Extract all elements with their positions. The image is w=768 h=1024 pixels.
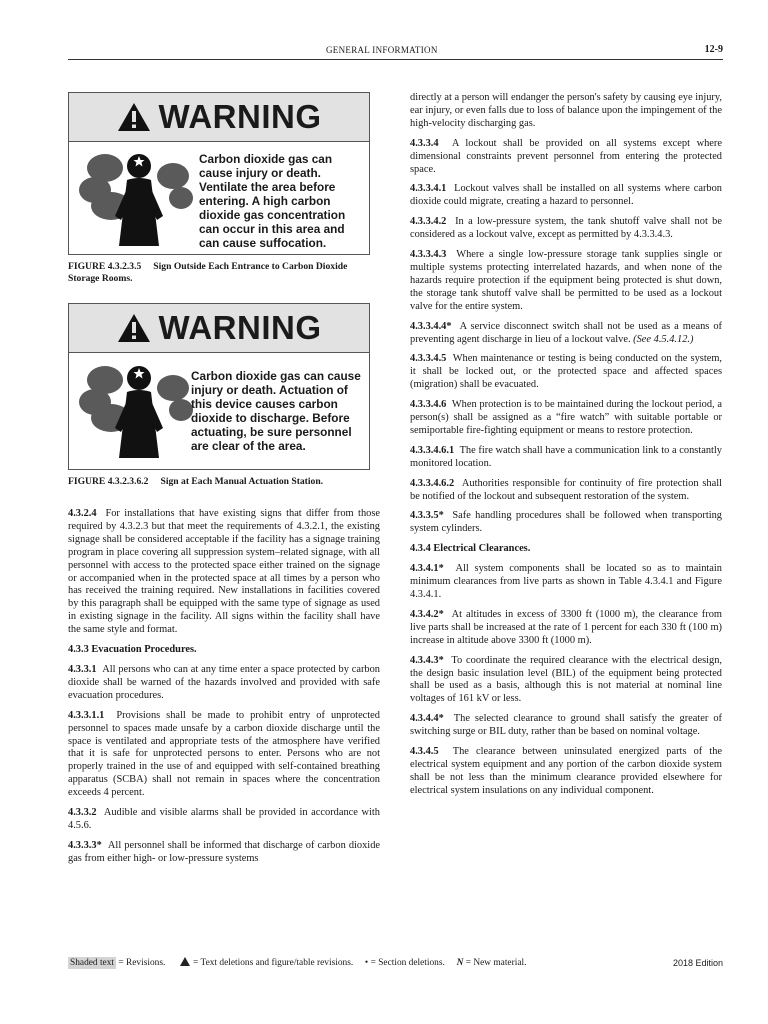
paragraph-text: All system components shall be located so as to maintain minimum clearances from live parts as shown in Table 4.3.4.1 and Figure 4.3.4.1.: [410, 563, 722, 600]
paragraph-text: Safe handling procedures shall be followed when transporting system cylinders.: [410, 510, 722, 535]
paragraph: [410, 353, 722, 392]
paragraph: [68, 664, 380, 703]
deletion-legend-text: = Text deletions and figure/table revisions.: [193, 958, 354, 968]
paragraph-text: A service disconnect switch shall not be used as a means of preventing agent discharge in lieu of a lockout valve.: [410, 320, 722, 345]
figure-caption: [68, 261, 380, 285]
paragraph-number: 4.3.4.1*: [410, 563, 444, 575]
warning-title: WARNING: [158, 308, 322, 346]
cross-reference: (See 4.5.4.12.): [633, 333, 694, 345]
warning-sign-storage-room: [68, 92, 370, 255]
figure-caption-text: Sign at Each Manual Actuation Station.: [160, 476, 324, 487]
paragraph: [410, 321, 722, 347]
paragraph: [410, 216, 722, 242]
paragraph-number: 4.3.3.5*: [410, 510, 444, 522]
paragraph: [410, 399, 722, 438]
header-title: GENERAL INFORMATION: [326, 45, 438, 55]
sign-body: [69, 142, 369, 254]
paragraph-number: 4.3.3.4.6.2: [410, 477, 455, 489]
paragraph: [410, 445, 722, 471]
paragraph-text: At altitudes in excess of 3300 ft (1000 m), the clearance from live parts shall be increased at the rate of 1 percent for each 330 ft (100 m) increase in altitude above 3300 ft (1000 m).: [410, 608, 722, 646]
paragraph-number: 4.3.3.4.6.1: [410, 444, 455, 456]
gas-hazard-person-icon: [77, 146, 195, 252]
paragraph: [410, 183, 722, 209]
paragraph: [410, 138, 722, 177]
new-material-legend-text: = New material.: [465, 958, 527, 968]
left-paragraphs: [68, 508, 380, 866]
revision-shaded-sample: Shaded text: [70, 958, 115, 968]
revision-legend-text: = Revisions.: [118, 958, 166, 968]
paragraph-number: 4.3.3.2: [68, 807, 97, 819]
paragraph-number: 4.3.3.1: [68, 663, 97, 675]
warning-sign-manual-actuation: [68, 303, 370, 470]
paragraph: [68, 807, 380, 833]
paragraph-text: To coordinate the required clearance with the electrical design, the design basic insulation level (BIL) of the equipment being protected shall be used as a basis, although this is not material at nominal line voltages of 161 kV or less.: [410, 654, 723, 705]
sign-header: [69, 304, 369, 353]
paragraph-number: 4.3.3.4.3: [410, 249, 447, 261]
page-footer: [68, 957, 723, 968]
paragraph: [68, 508, 380, 637]
warning-title: WARNING: [158, 97, 322, 135]
paragraph-number: 4.3.3.1.1: [68, 709, 105, 721]
paragraph-number: 4.3.3.4: [410, 137, 439, 149]
sign-message: Carbon dioxide gas can cause injury or death. Actuation of this device causes carbon dioxide to discharge. Before actuating, be sure personnel are clear of the area.: [191, 369, 361, 453]
left-column: [68, 92, 380, 873]
section-heading: 4.3.4 Electrical Clearances.: [410, 543, 531, 555]
sign-header: [69, 93, 369, 142]
paragraph-text: The fire watch shall have a communication link to a constantly monitored location.: [410, 444, 722, 469]
paragraph: [410, 92, 722, 131]
paragraph-number: 4.3.2.4: [68, 508, 97, 519]
paragraph-number: 4.3.4.4*: [410, 713, 444, 725]
paragraph: [410, 510, 722, 536]
paragraph: [68, 710, 380, 800]
paragraph-number: 4.3.4.5: [410, 746, 439, 758]
paragraph-text: All personnel shall be informed that discharge of carbon dioxide gas from either high- or low-pressure systems: [68, 839, 380, 864]
paragraph: [68, 840, 380, 866]
paragraph-text: For installations that have existing signs that differ from those required by 4.3.2.3 but that meet the requirements of 4.3.2.1, the existing signage shall be considered acceptable if the facility has a signage training program in place covering all suppression system–related signage, with all personnel with access to the protected space either trained on the signage or accompanied when in the protected space at all times by a person who has received the training required. New installations in facilities covered by this paragraph shall be equipped with the same type of signage as used in existing signage in the facility. All signs within the facility shall have the same style and format.: [68, 508, 380, 636]
paragraph-text: Authorities responsible for continuity of fire protection shall be notified of the lockout and subsequent restoration of the system.: [410, 477, 722, 502]
delta-icon: [180, 957, 190, 966]
paragraph-text: Audible and visible alarms shall be provided in accordance with 4.5.6.: [68, 807, 380, 831]
paragraph-text: Provisions shall be made to prohibit entry of unprotected personnel to spaces made unsafe by a carbon dioxide discharge until the space is ventilated and appropriate tests of the atmosphere have verified that it is safe for unprotected persons to enter. Persons who are not properly trained in the use of and equipped with self-contained breathing apparatus (SCBA) shall not remain in spaces where the concentration exceeds 4 percent.: [68, 709, 380, 799]
warning-triangle-icon: [117, 313, 151, 343]
paragraph: [410, 563, 722, 602]
right-column: [410, 92, 722, 805]
paragraph-text: When maintenance or testing is being conducted on the system, it shall be locked out, or the protected space and affected spaces (migration) shall be evacuated.: [410, 353, 722, 391]
edition-label: 2018 Edition: [672, 958, 723, 968]
paragraph-number: 4.3.3.4.4*: [410, 320, 452, 332]
paragraph-number: 4.3.3.3*: [68, 839, 102, 851]
running-header: [68, 43, 723, 60]
paragraph-text: All persons who can at any time enter a space protected by carbon dioxide shall be warned of the hazards involved and provided with safe evacuation procedures.: [68, 663, 380, 701]
section-heading: 4.3.3 Evacuation Procedures.: [68, 644, 197, 656]
paragraph: [410, 713, 722, 739]
section-deletion-legend-text: = Section deletions.: [370, 958, 445, 968]
page-number: 12-9: [704, 44, 723, 55]
paragraph-text: Where a single low-pressure storage tank supplies single or multiple systems protecting interrelated hazards, and when none of the hazards require protection if the equipment being protected is shut down, the storage tank shutoff valve shall be permitted to be used as a lockout valve for the entire system.: [410, 249, 722, 312]
paragraph-number: 4.3.3.4.2: [410, 216, 447, 228]
paragraph-text: The clearance between uninsulated energized parts of the electrical system equipment and any portion of the carbon dioxide system shall be not less than the minimum clearance provided elsewhere for electrical system insulations on any individual component.: [410, 746, 723, 796]
figure-caption-text: Sign Outside Each Entrance to Carbon Dioxide Storage Rooms.: [68, 261, 348, 284]
warning-triangle-icon: [117, 102, 151, 132]
paragraph: [410, 249, 722, 314]
paragraph: [410, 609, 722, 648]
figure-label: FIGURE 4.3.2.3.6.2: [68, 476, 149, 487]
paragraph-number: 4.3.3.4.5: [410, 353, 447, 365]
bullet-icon: •: [364, 958, 369, 968]
new-material-icon: N: [456, 958, 464, 968]
paragraph-text: When protection is to be maintained during the lockout period, a person(s) shall be assigned as a “fire watch” with suitable portable or semiportable fire-fighting equipment or means to restore protection.: [410, 399, 722, 436]
gas-hazard-person-icon: [77, 357, 195, 465]
paragraph-text: Lockout valves shall be installed on all systems where carbon dioxide could migrate, creating a hazard to personnel.: [410, 183, 722, 208]
paragraph: [410, 746, 722, 798]
paragraph-text: The selected clearance to ground shall satisfy the greater of switching surge or BIL duty, rather than be based on nominal voltage.: [410, 713, 723, 738]
right-paragraphs: [410, 92, 722, 798]
sign-message: Carbon dioxide gas can cause injury or death. Ventilate the area before entering. A high carbon dioxide gas concentration can occur in this area and can cause suffocation.: [199, 152, 346, 250]
figure-caption: [68, 476, 380, 488]
paragraph: [410, 478, 722, 504]
paragraph-number: 4.3.4.2*: [410, 608, 444, 620]
paragraph-text: directly at a person will endanger the person's safety by causing eye injury, ear injury, or even falls due to loss of balance upon the impingement of the high-velocity discharging gas.: [410, 92, 722, 129]
paragraph-number: 4.3.4.3*: [410, 654, 444, 666]
paragraph-text: In a low-pressure system, the tank shutoff valve shall not be considered as a lockout valve, except as permitted by 4.3.3.4.3.: [410, 216, 722, 241]
figure-label: FIGURE 4.3.2.3.5: [68, 261, 142, 272]
sign-body: [69, 353, 369, 469]
paragraph-number: 4.3.3.4.1: [410, 183, 447, 195]
paragraph: [410, 655, 722, 707]
paragraph-text: A lockout shall be provided on all systems except where dimensional constraints prevent personnel from entering the protected space.: [410, 137, 722, 175]
paragraph-number: 4.3.3.4.6: [410, 399, 447, 411]
